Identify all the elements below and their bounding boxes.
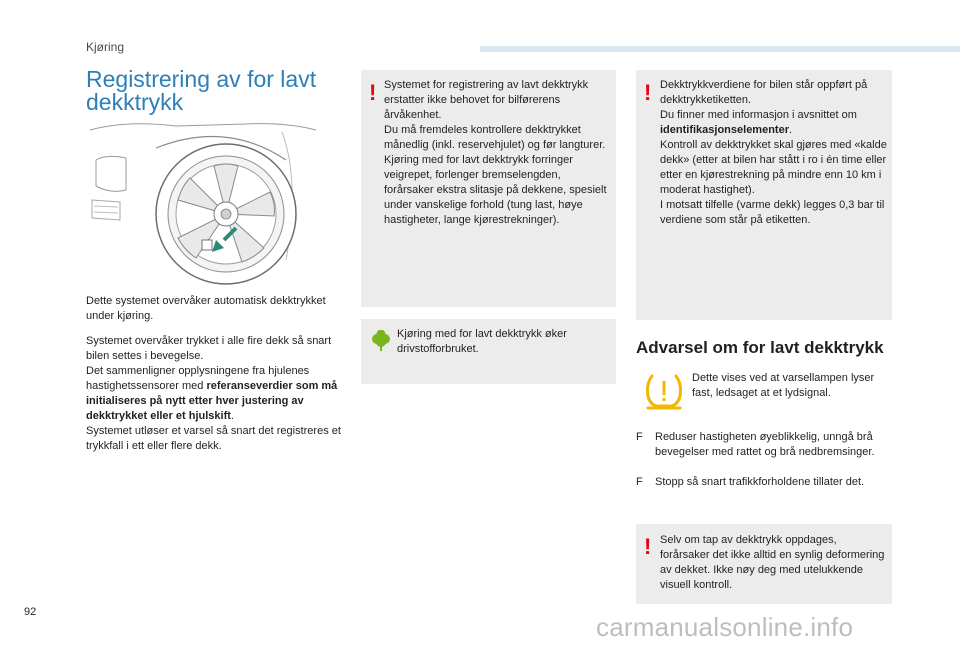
bullet-mark: F <box>636 476 643 488</box>
alert-bullet-1 <box>636 430 906 476</box>
bullet-mark: F <box>636 431 643 443</box>
warning-box-3 <box>636 524 892 604</box>
intro-2-part2: Det sammenligner opplysningene fra hjulenes hastighetssensorer med <box>86 365 310 392</box>
eco-text: Kjøring med for lavt dekktrykk øker drivstofforbruket. <box>397 328 567 355</box>
warning-box-1 <box>361 70 616 307</box>
section-label: Kjøring <box>86 40 125 54</box>
alert-heading: Advarsel om for lavt dekktrykk <box>636 338 884 357</box>
warning-1-line1: Systemet for registrering av lavt dekktrykk erstatter ikke behovet for bilførerens årvåkenhet. <box>384 79 589 121</box>
warning-2-line1: Dekktrykkverdiene for bilen står oppført på dekktrykketiketten. <box>660 79 868 106</box>
warning-1-line2: Du må fremdeles kontrollere dekktrykket månedlig (inkl. reservehjulet) og før langturer. <box>384 124 606 151</box>
warning-box-3-text: Selv om tap av dekktrykk oppdages, forårsaker det ikke alltid en synlig deformering av dekket. Ikke nøy deg med utelukkende visuell kontroll. <box>660 534 885 591</box>
intro-2-bold: referanseverdier som må initialiseres på nytt etter hver justering av dekktrykket eller et hjulskift <box>86 380 338 422</box>
warning-icon: ! <box>644 534 652 559</box>
eco-leaf-icon <box>371 330 391 352</box>
warning-2-line4: I motsatt tilfelle (varme dekk) legges 0,3 bar til verdiene som står på etiketten. <box>660 199 885 226</box>
warning-2-line2c: . <box>789 124 793 136</box>
intro-paragraph-2 <box>86 334 351 454</box>
warning-icon: ! <box>644 80 652 105</box>
warning-2-line2a: Du finner med informasjon i avsnittet om <box>660 109 857 121</box>
intro-2-part1: Systemet overvåker trykket i alle fire dekk så snart bilen settes i bevegelse. <box>86 335 332 362</box>
eco-box <box>361 319 616 384</box>
tpms-warning-icon <box>644 372 684 410</box>
warning-box-1-text <box>384 78 612 228</box>
warning-2-line2b: identifikasjonselementer <box>660 124 789 136</box>
alert-bullet-2 <box>636 475 906 491</box>
intro-2-part4: Systemet utløser et varsel så snart det registreres et trykkfall i ett eller flere dekk. <box>86 425 341 452</box>
warning-icon: ! <box>369 80 377 105</box>
page-number: 92 <box>24 606 37 618</box>
wheel-illustration <box>86 120 340 288</box>
intro-paragraph-1: Dette systemet overvåker automatisk dekktrykket under kjøring. <box>86 295 326 322</box>
bullet-text: Stopp så snart trafikkforholdene tillater det. <box>655 476 865 488</box>
header-bar <box>480 46 960 52</box>
warning-2-line3: Kontroll av dekktrykket skal gjøres med «kalde dekk» (etter at bilen har stått i ro i én time eller etter en kjørestrekning på mindre enn 10 km i moderat hastighet). <box>660 139 887 196</box>
intro-2-part3: . <box>230 410 234 422</box>
warning-1-line3: Kjøring med for lavt dekktrykk forringer veigrepet, forlenger bremselengden, forårsaker ekstra slitasje på dekkene, spesielt under vanskelige forhold (tung last, høye hastigheter, lange kjørestrekninger). <box>384 154 607 226</box>
watermark: carmanualsonline.info <box>596 612 854 642</box>
bullet-text: Reduser hastigheten øyeblikkelig, unngå brå bevegelser med rattet og brå nedbremsinger. <box>655 431 875 458</box>
page-title: Registrering av for lavt dekktrykk <box>86 66 317 115</box>
alert-icon-text: Dette vises ved at varsellampen lyser fast, ledsaget at et lydsignal. <box>692 372 875 399</box>
warning-box-2 <box>636 70 892 320</box>
warning-box-2-text <box>660 78 888 228</box>
